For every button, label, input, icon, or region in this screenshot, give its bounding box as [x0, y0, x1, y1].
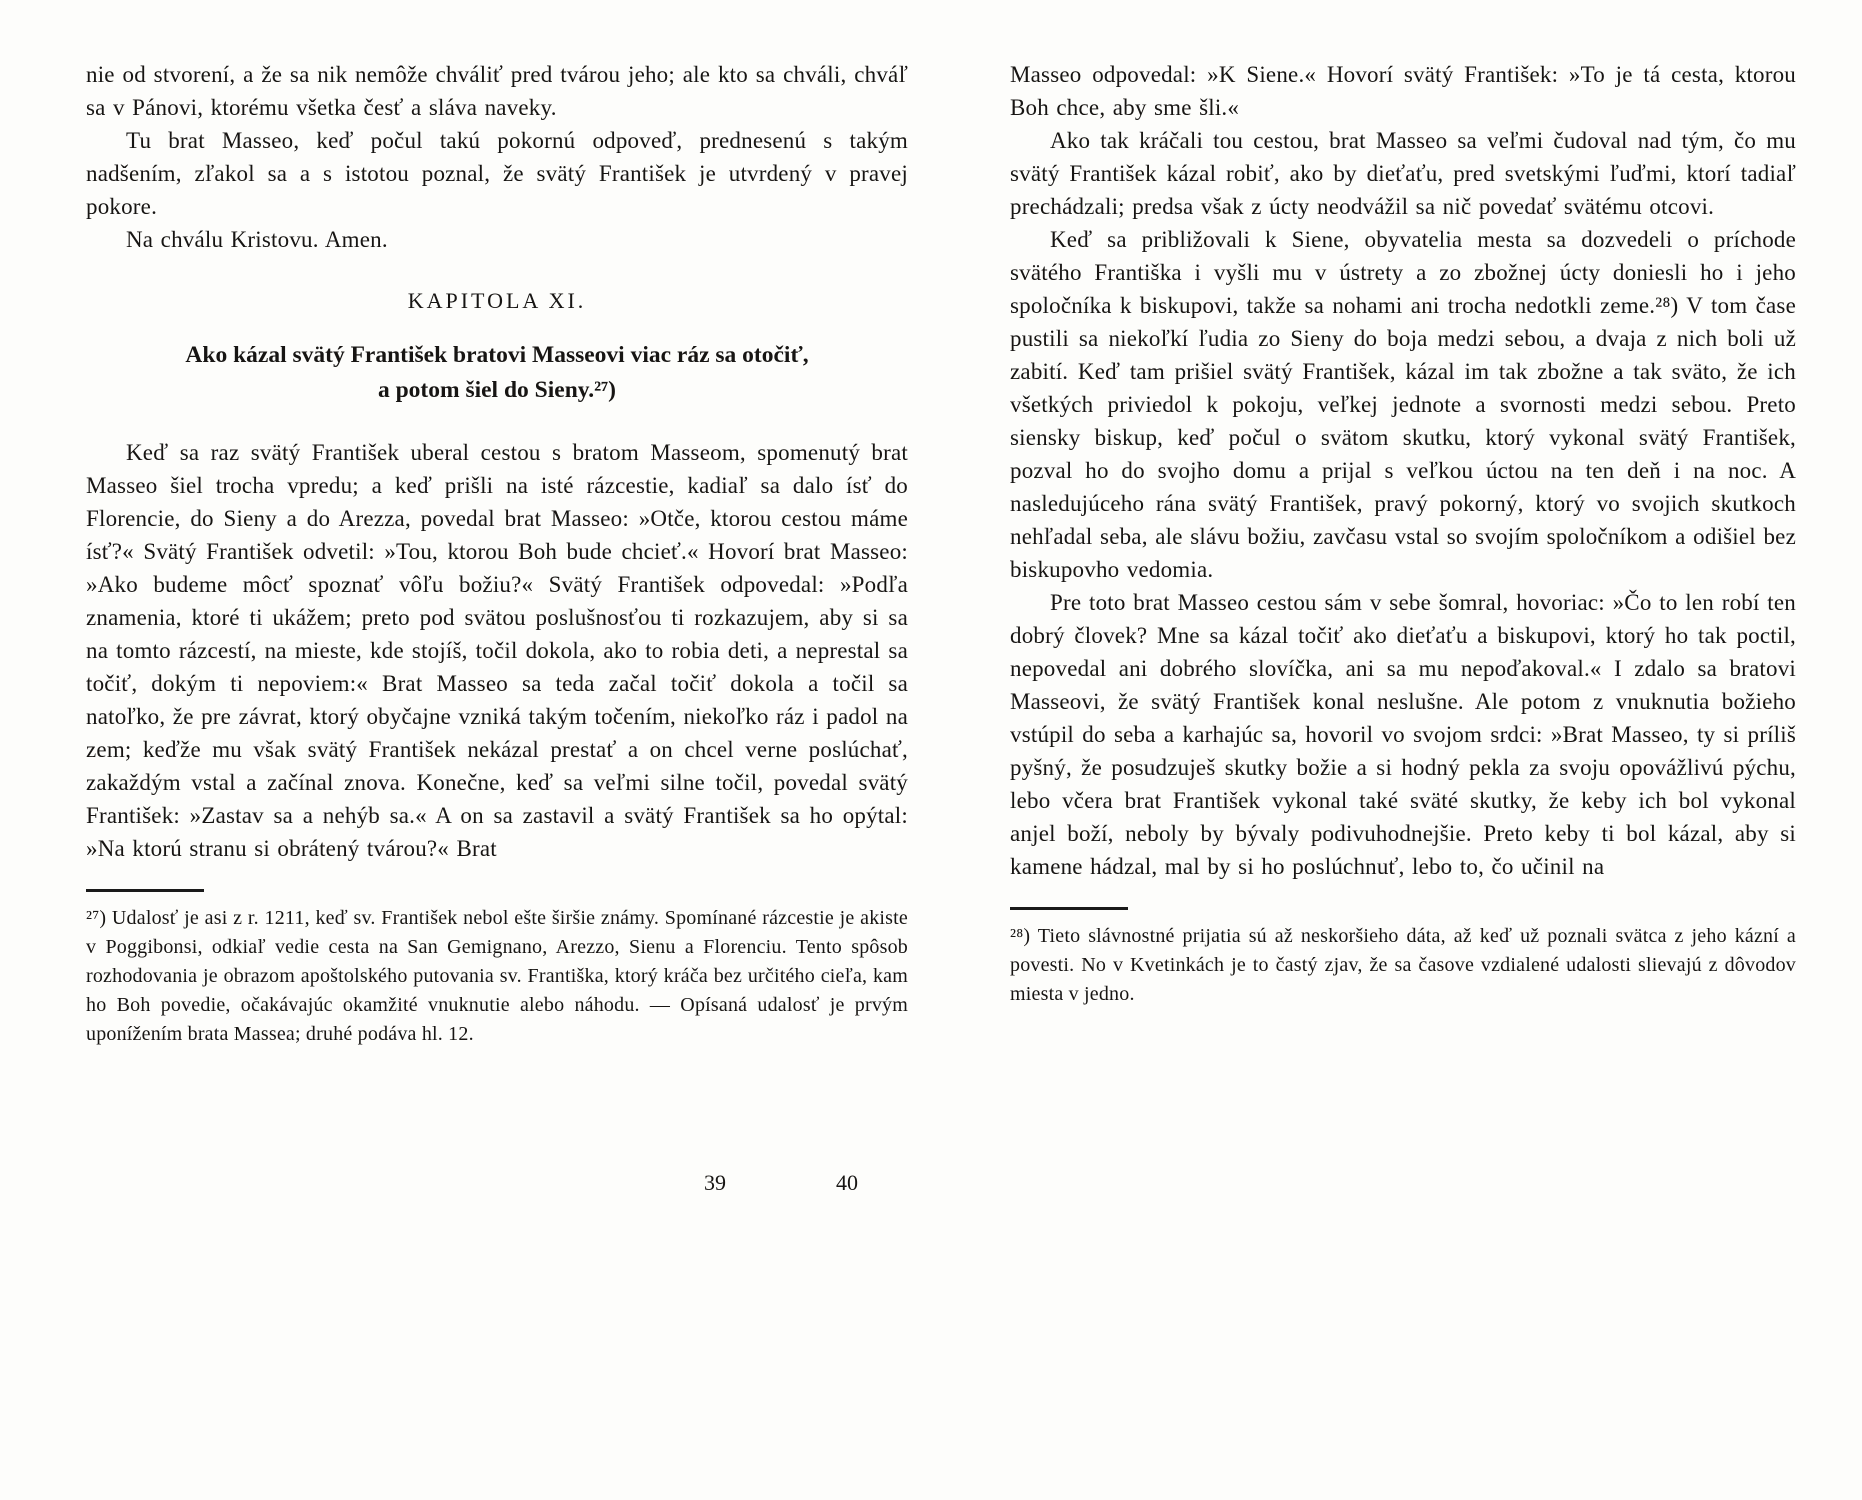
paragraph: Pre toto brat Masseo cestou sám v sebe šomral, hovoriac: »Čo to len robí ten dobrý človek? Mne sa kázal točiť ako dieťaťu a biskupovi, ktorý ho tak poctil, nepovedal ani dobrého slovíčka, ani sa mu nepoďakoval.« I zdalo sa bratovi Masseovi, že svätý František konal neslušne. Ale potom z vnuknutia božieho vstúpil do seba a karhajúc sa, hovoril vo svojom srdci: »Brat Masseo, ty si príliš pyšný, že posudzuješ skutky božie a si hodný pekla za svoju opovážlivú pýchu, lebo včera brat František vykonal také sväté skutky, že keby ich bol vykonal anjel boží, neboly by bývaly podivuhodnejšie. Preto keby ti bol kázal, aby si kamene hádzal, mal by si ho poslúchnuť, lebo to, čo učinil na: [1010, 590, 1796, 879]
footnote-block: [1010, 907, 1796, 1009]
page-number: 40: [836, 1170, 858, 1195]
paragraph: Masseo odpovedal: »K Siene.« Hovorí svätý František: »To je tá cesta, ktorou Boh chce, aby sme šli.«: [1010, 62, 1796, 120]
paragraph: Ako tak kráčali tou cestou, brat Masseo sa veľmi čudoval nad tým, čo mu svätý František kázal robiť, ako by dieťaťu, pred svetskými ľuďmi, ktorí tadiaľ prechádzali; predsa však z úcty neodvážil sa nič povedať svätému otcovi.: [1010, 128, 1796, 219]
page-right: [1010, 58, 1796, 1049]
paragraph: nie od stvorení, a že sa nik nemôže chváliť pred tvárou jeho; ale kto sa chváli, chváľ sa v Pánovi, ktorému všetka česť a sláva naveky.: [86, 62, 908, 120]
paragraph: Na chválu Kristovu. Amen.: [126, 227, 388, 252]
footnote: ²⁷) Udalosť je asi z r. 1211, keď sv. František nebol ešte širšie známy. Spomínané rázcestie je akiste v Poggibonsi, odkiaľ vedie cesta na San Gemignano, Arezzo, Sienu a Florenciu. Tento spôsob rozhodovania je obrazom apoštolského putovania sv. Františka, ktorý kráča bez určitého cieľa, kam ho Boh povedie, očakávajúc okamžité vnuknutie alebo náhodu. — Opísaná udalosť je prvým uponížením brata Massea; druhé podáva hl. 12.: [86, 907, 908, 1045]
chapter-title: Ako kázal svätý František bratovi Masseovi viac ráz sa otočiť, a potom šiel do Sieny.²⁷): [185, 342, 809, 403]
footnote-divider: [1010, 907, 1128, 910]
paragraph: Tu brat Masseo, keď počul takú pokornú odpoveď, prednesenú s takým nadšením, zľakol sa a s istotou poznal, že svätý František je utvrdený v pravej pokore.: [86, 128, 908, 219]
chapter-heading: KAPITOLA XI.: [407, 288, 587, 313]
footnote-divider: [86, 889, 204, 892]
footnote: ²⁸) Tieto slávnostné prijatia sú až neskoršieho dáta, až keď už poznali svätca z jeho kázní a povesti. No v Kvetinkách je to častý zjav, že sa časove vzdialené udalosti slievajú z dôvodov miesta v jedno.: [1010, 925, 1796, 1005]
paragraph: Keď sa približovali k Siene, obyvatelia mesta sa dozvedeli o príchode svätého Františka i vyšli mu v ústrety a zo zbožnej úcty doniesli ho i jeho spoločníka k biskupovi, takže sa nohami ani trocha nedotkli zeme.²⁸) V tom čase pustili sa niekoľkí ľudia zo Sieny do boja medzi sebou, a dvaja z nich boli už zabití. Keď tam prišiel svätý František, kázal im tak zbožne a tak sväto, že ich všetkých priviedol k pokoju, veľkej jednote a svornosti medzi sebou. Preto siensky biskup, keď počul o svätom skutku, ktorý vykonal svätý František, pozval ho do svojho domu a prijal s veľkou úctou na ten deň i na noc. A nasledujúceho rána svätý František, pravý pokorný, ktorý vo svojich skutkoch nehľadal seba, ale slávu božiu, zavčasu vstal so svojím spoločníkom a odišiel bez biskupovho vedomia.: [1010, 227, 1796, 582]
footnote-block: [86, 889, 908, 1049]
paragraph: Keď sa raz svätý František uberal cestou s bratom Masseom, spomenutý brat Masseo šiel trocha vpredu; a keď prišli na isté rázcestie, kadiaľ sa dalo ísť do Florencie, do Sieny a do Arezza, povedal brat Masseo: »Otče, ktorou cestou máme ísť?« Svätý František odvetil: »Tou, ktorou Boh bude chcieť.« Hovorí brat Masseo: »Ako budeme môcť spoznať vôľu božiu?« Svätý František odpovedal: »Podľa znamenia, ktoré ti ukážem; preto pod svätou poslušnosťou ti rozkazujem, aby si sa na tomto rázcestí, na mieste, kde stojíš, točil dokola, ako to robia deti, a neprestal sa točiť, dokým ti nepoviem:« Brat Masseo sa teda začal točiť dokola a točil sa natoľko, že pre závrat, ktorý obyčajne vzniká takým točením, niekoľko ráz i padol na zem; keďže mu však svätý František nekázal prestať a on chcel verne poslúchať, zakaždým vstal a začínal znova. Konečne, keď sa veľmi silne točil, povedal svätý František: »Zastav sa a nehýb sa.« A on sa zastavil a svätý František sa ho opýtal: »Na ktorú stranu si obrátený tvárou?« Brat: [86, 440, 908, 861]
page-number: 39: [704, 1170, 726, 1195]
page-left: [86, 58, 908, 1049]
